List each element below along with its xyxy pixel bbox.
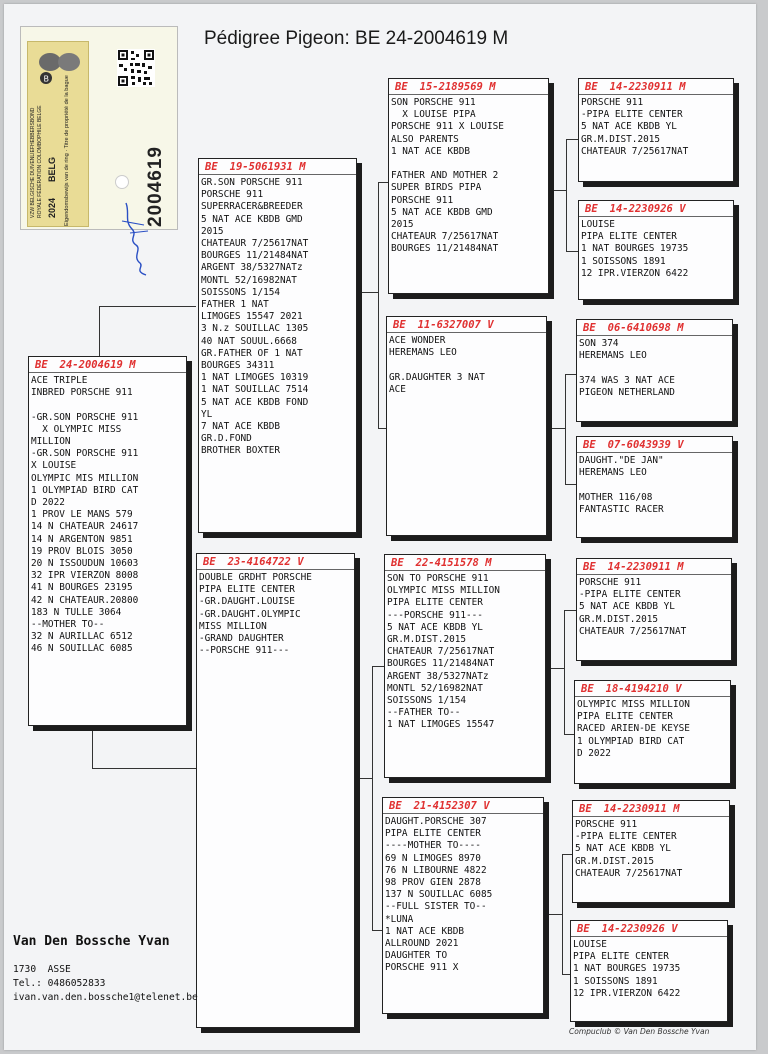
card-line: SOISSONS 1/154 <box>387 695 467 707</box>
card-line: LOUISE <box>581 219 615 230</box>
card-line: ACE WONDER <box>389 335 446 346</box>
card-line: GR.SON PORSCHE 911 <box>201 177 303 188</box>
card-header <box>575 681 730 697</box>
card-body <box>385 571 545 732</box>
card-line: PIPA ELITE CENTER <box>581 231 677 243</box>
card-line: PIPA ELITE CENTER <box>577 711 673 723</box>
card-sex: M <box>677 322 684 334</box>
card-line: 69 N LIMOGES 8970 <box>385 852 481 864</box>
card-ring: 19-5061931 <box>229 161 293 173</box>
pigeon-card-subject <box>28 356 187 726</box>
card-line: 1 SOISSONS 1891 <box>573 975 658 987</box>
card-line: 2015 <box>391 219 414 231</box>
card-line: 42 N CHATEAUR.20800 <box>31 594 139 606</box>
card-ring: 23-4164722 <box>227 556 291 568</box>
card-ring: 14-2230926 <box>609 203 673 215</box>
card-body <box>577 453 732 516</box>
card-line: 1 NAT ACE KBDB <box>385 925 465 937</box>
card-sex: V <box>679 203 686 215</box>
card-line: D 2022 <box>31 497 65 509</box>
card-line: ALLROUND 2021 <box>385 938 459 950</box>
card-header <box>385 555 545 571</box>
card-line: ACE TRIPLE <box>31 375 88 386</box>
card-ring: 18-4194210 <box>605 683 669 695</box>
card-line: CHATEAUR 7/25617NAT <box>387 646 495 658</box>
connector <box>552 190 566 191</box>
card-line: BOURGES 11/21484NAT <box>391 243 499 255</box>
card-sex: M <box>485 557 492 569</box>
card-line: 5 NAT ACE KBDB GMD <box>201 213 303 225</box>
owner-phone: Tel.: 0486052833 <box>13 978 106 989</box>
pigeon-card-mfm <box>574 680 731 784</box>
card-line: 374 WAS 3 NAT ACE <box>579 374 675 386</box>
card-country: BE <box>577 923 590 935</box>
card-line: 1 PROV LE MANS 579 <box>31 509 133 521</box>
card-line: 183 N TULLE 3064 <box>31 606 122 618</box>
connector <box>92 768 196 769</box>
pigeon-emblem-icon <box>36 46 82 86</box>
card-ring: 24-2004619 <box>59 359 123 371</box>
card-line: SOISSONS 1/154 <box>201 286 281 298</box>
card-line: CHATEAUR 7/25617NAT <box>391 231 499 243</box>
card-line: 76 N LIBOURNE 4822 <box>385 864 487 876</box>
card-line: 12 IPR.VIERZON 6422 <box>581 267 689 279</box>
connector <box>372 666 373 930</box>
card-header <box>383 798 543 814</box>
card-country: BE <box>583 322 596 334</box>
pigeon-card-mmf <box>572 800 730 903</box>
card-line: HEREMANS LEO <box>389 347 457 359</box>
card-line: GR.M.DIST.2015 <box>575 855 655 867</box>
card-line: X OLYMPIC MISS <box>31 423 122 435</box>
card-line: CHATEAUR 7/25617NAT <box>201 238 309 250</box>
card-line: HEREMANS LEO <box>579 350 647 362</box>
card-line: --PORSCHE 911--- <box>199 645 290 657</box>
ring-card-line3: Eigendomsbewijs van de ring · Titre de propriété de la bague <box>64 75 70 226</box>
card-country: BE <box>391 557 404 569</box>
card-header <box>389 79 548 95</box>
card-line: 5 NAT ACE KBDB YL <box>581 121 677 133</box>
card-line: 1 NAT ACE KBDB <box>391 145 471 157</box>
connector <box>99 306 196 307</box>
card-line: PORSCHE 911 X LOUISE <box>391 121 504 133</box>
card-line: -PIPA ELITE CENTER <box>581 109 683 121</box>
card-line: SON 374 <box>579 338 619 349</box>
card-line: MONTL 52/16982NAT <box>387 682 483 694</box>
card-line: --MOTHER TO-- <box>31 619 105 631</box>
pigeon-card-fmf <box>576 319 733 422</box>
card-line: PORSCHE 911 <box>581 97 644 108</box>
card-line: ----MOTHER TO---- <box>385 840 481 852</box>
card-sex: V <box>677 439 684 451</box>
card-line: PIPA ELITE CENTER <box>387 597 483 609</box>
owner-name: Van Den Bossche Yvan <box>13 934 170 949</box>
pigeon-card-mother <box>196 553 355 1028</box>
card-sex: V <box>675 683 682 695</box>
card-line: DOUBLE GRDHT PORSCHE <box>199 572 312 583</box>
card-line: PORSCHE 911 <box>391 194 454 206</box>
card-line: 40 NAT SOUUL.6668 <box>201 335 297 347</box>
card-line: SUPERRACER&BREEDER <box>201 201 303 213</box>
card-line: 3 N.z SOUILLAC 1305 <box>201 323 309 335</box>
card-line: DAUGHT.PORSCHE 307 <box>385 816 487 827</box>
card-line: 137 N SOUILLAC 6085 <box>385 889 493 901</box>
card-ring: 11-6327007 <box>417 319 481 331</box>
card-line: MISS MILLION <box>199 620 267 632</box>
card-line: SON TO PORSCHE 911 <box>387 573 489 584</box>
card-line: 5 NAT ACE KBDB YL <box>579 601 675 613</box>
card-ring: 14-2230911 <box>607 561 671 573</box>
card-sex: V <box>671 923 678 935</box>
connector <box>550 428 565 429</box>
card-sex: V <box>483 800 490 812</box>
ring-card-line1: VZW BELGISCHE DUIVENLIEFHEBBERSBOND <box>30 107 36 218</box>
connector <box>356 778 372 779</box>
card-line: -GRAND DAUGHTER <box>199 633 284 645</box>
card-line: FATHER 1 NAT <box>201 299 269 311</box>
card-line: -GR.DAUGHT.LOUISE <box>199 596 295 608</box>
card-country: BE <box>581 683 594 695</box>
pigeon-card-ffm <box>578 200 734 300</box>
card-line: 32 N AURILLAC 6512 <box>31 631 133 643</box>
pigeon-card-father <box>198 158 357 533</box>
card-body <box>579 217 733 280</box>
card-line: -PIPA ELITE CENTER <box>579 589 681 601</box>
card-line: -PIPA ELITE CENTER <box>575 831 677 843</box>
card-line: --FULL SISTER TO-- <box>385 901 487 913</box>
owner-email[interactable]: ivan.van.den.bossche1@telenet.be <box>13 992 198 1003</box>
connector <box>566 139 567 251</box>
connector <box>372 666 384 667</box>
card-line: GR.FATHER OF 1 NAT <box>201 347 303 359</box>
card-line: OLYMPIC MISS MILLION <box>577 699 690 710</box>
card-line: LOUISE <box>573 939 607 950</box>
pigeon-card-fff <box>578 78 734 182</box>
card-header <box>197 554 354 570</box>
card-line: CHATEAUR 7/25617NAT <box>581 145 689 157</box>
card-line: 1 OLYMPIAD BIRD CAT <box>31 484 139 496</box>
card-line: 98 PROV GIEN 2878 <box>385 877 481 889</box>
card-line: INBRED PORSCHE 911 <box>31 387 133 399</box>
card-body <box>577 336 732 399</box>
card-header <box>579 201 733 217</box>
card-header <box>573 801 729 817</box>
card-header <box>577 320 732 336</box>
connector <box>562 854 563 974</box>
ring-card-year: 2024 <box>47 197 57 218</box>
card-line: GR.D.FOND <box>201 433 252 445</box>
card-line: PORSCHE 911 <box>575 819 638 830</box>
pigeon-card-father-mother <box>386 316 547 536</box>
card-country: BE <box>585 203 598 215</box>
card-line: --FATHER TO-- <box>387 707 461 719</box>
card-line: SUPER BIRDS PIPA <box>391 182 482 194</box>
card-line: OLYMPIC MISS MILLION <box>387 585 500 597</box>
card-line: *LUNA <box>385 913 414 925</box>
card-country: BE <box>203 556 216 568</box>
card-line: -GR.SON PORSCHE 911 <box>31 411 139 423</box>
card-line: 20 N ISSOUDUN 10603 <box>31 558 139 570</box>
connector <box>565 374 566 484</box>
card-body <box>387 333 546 396</box>
card-line: X LOUISE <box>31 460 77 472</box>
card-line: 12 IPR.VIERZON 6422 <box>573 987 681 999</box>
card-header <box>579 79 733 95</box>
card-line: 1 SOISSONS 1891 <box>581 255 666 267</box>
pigeon-card-mmm <box>570 920 728 1022</box>
connector <box>378 182 379 428</box>
card-line: PIPA ELITE CENTER <box>199 584 295 596</box>
card-sex: M <box>677 561 684 573</box>
card-header <box>571 921 727 937</box>
connector <box>92 726 93 768</box>
card-line: ACE <box>389 383 406 395</box>
card-sex: M <box>129 359 136 371</box>
card-line: 1 NAT BOURGES 19735 <box>573 963 681 975</box>
page-title: Pédigree Pigeon: BE 24-2004619 M <box>204 28 509 49</box>
card-line <box>579 479 732 491</box>
card-ring: 06-6410698 <box>607 322 671 334</box>
card-country: BE <box>389 800 402 812</box>
card-country: BE <box>35 359 48 371</box>
card-line: BOURGES 11/21484NAT <box>387 658 495 670</box>
card-ring: 14-2230911 <box>603 803 667 815</box>
card-line: MILLION <box>31 436 71 448</box>
card-line: 41 N BOURGES 23195 <box>31 582 133 594</box>
card-line: 1 NAT LIMOGES 10319 <box>201 372 309 384</box>
card-line: PORSCHE 911 X <box>385 962 459 974</box>
card-body <box>573 817 729 880</box>
card-body <box>575 697 730 760</box>
card-ring: 07-6043939 <box>607 439 671 451</box>
ring-card-strip <box>27 41 89 227</box>
card-line: PORSCHE 911 <box>579 577 642 588</box>
card-country: BE <box>585 81 598 93</box>
card-line: MOTHER 116/08 <box>579 491 653 503</box>
card-line: 1 OLYMPIAD BIRD CAT <box>577 735 685 747</box>
card-header <box>29 357 186 373</box>
card-line: ARGENT 38/5327NATz <box>201 262 303 274</box>
card-line: PORSCHE 911 <box>201 189 264 201</box>
card-country: BE <box>583 561 596 573</box>
connector <box>99 306 100 360</box>
card-line: PIPA ELITE CENTER <box>573 951 669 963</box>
card-line: X LOUISE PIPA <box>391 109 476 121</box>
connector <box>564 610 565 734</box>
card-ring: 14-2230911 <box>609 81 673 93</box>
card-country: BE <box>393 319 406 331</box>
ring-card-line2: ROYALE FÉDÉRATION COLOMBOPHILE BELGE <box>37 105 43 218</box>
card-line: PIPA ELITE CENTER <box>385 828 481 840</box>
card-line: BOURGES 34311 <box>201 360 275 372</box>
card-line: ARGENT 38/5327NATz <box>387 670 489 682</box>
card-line: BROTHER BOXTER <box>201 445 281 457</box>
card-line: 46 N SOUILLAC 6085 <box>31 643 133 655</box>
card-line: CHATEAUR 7/25617NAT <box>579 625 687 637</box>
card-header <box>577 437 732 453</box>
card-line: 5 NAT ACE KBDB YL <box>575 843 671 855</box>
card-line: DAUGHTER TO <box>385 950 448 962</box>
pigeon-card-mff <box>576 558 732 661</box>
connector <box>378 182 388 183</box>
card-line: GR.M.DIST.2015 <box>387 634 467 646</box>
connector <box>356 292 378 293</box>
card-line: 1 NAT SOUILLAC 7514 <box>201 384 309 396</box>
card-line: -GR.SON PORSCHE 911 <box>31 448 139 460</box>
card-line: 14 N CHATEAUR 24617 <box>31 521 139 533</box>
card-line: PIGEON NETHERLAND <box>579 386 675 398</box>
card-line: DAUGHT."DE JAN" <box>579 455 664 466</box>
card-body <box>571 937 727 1000</box>
card-sex: M <box>673 803 680 815</box>
card-body <box>383 814 543 975</box>
card-country: BE <box>395 81 408 93</box>
card-line: HEREMANS LEO <box>579 467 647 479</box>
card-line: 14 N ARGENTON 9851 <box>31 533 133 545</box>
card-header <box>577 559 731 575</box>
card-line: GR.DAUGHTER 3 NAT <box>389 371 485 383</box>
pedigree-sheet <box>4 4 756 1050</box>
connector <box>548 914 562 915</box>
card-body <box>577 575 731 638</box>
card-line: 7 NAT ACE KBDB <box>201 421 281 433</box>
card-body <box>579 95 733 158</box>
card-sex: V <box>487 319 494 331</box>
card-country: BE <box>579 803 592 815</box>
card-line: CHATEAUR 7/25617NAT <box>575 867 683 879</box>
card-sex: M <box>299 161 306 173</box>
card-body <box>197 570 354 657</box>
card-line: BOURGES 11/21484NAT <box>201 250 309 262</box>
card-ring: 14-2230926 <box>601 923 665 935</box>
card-line: GR.M.DIST.2015 <box>581 133 661 145</box>
ring-card-number: 2004619 <box>145 146 166 227</box>
card-line: 2015 <box>201 225 224 237</box>
card-line: 5 NAT ACE KBDB GMD <box>391 206 493 218</box>
card-line: D 2022 <box>577 747 611 759</box>
card-ring: 22-4151578 <box>415 557 479 569</box>
card-line: FANTASTIC RACER <box>579 503 664 515</box>
card-line: FATHER AND MOTHER 2 <box>391 170 499 182</box>
ring-card-hole <box>115 175 129 189</box>
card-line: SON PORSCHE 911 <box>391 97 476 108</box>
connector <box>550 668 564 669</box>
owner-address: 1730 ASSE <box>13 964 71 975</box>
card-header <box>387 317 546 333</box>
pigeon-card-fmm <box>576 436 733 538</box>
card-line: GR.M.DIST.2015 <box>579 613 659 625</box>
card-country: BE <box>583 439 596 451</box>
card-header <box>199 159 356 175</box>
card-ring: 21-4152307 <box>413 800 477 812</box>
card-line: RACED ARIEN-DE KEYSE <box>577 723 690 735</box>
card-body <box>389 95 548 256</box>
card-body <box>199 175 356 458</box>
card-line <box>389 359 546 371</box>
card-line <box>391 158 548 170</box>
card-line: 1 NAT BOURGES 19735 <box>581 243 689 255</box>
card-line: 32 IPR VIERZON 8008 <box>31 570 139 582</box>
card-line: 5 NAT ACE KBDB FOND <box>201 396 309 408</box>
svg-text:B: B <box>43 74 49 84</box>
pigeon-card-father-father <box>388 78 549 294</box>
card-sex: M <box>679 81 686 93</box>
card-line <box>579 362 732 374</box>
card-country: BE <box>205 161 218 173</box>
card-line: ---PORSCHE 911--- <box>387 609 483 621</box>
card-line: OLYMPIC MIS MILLION <box>31 472 139 484</box>
card-line: 19 PROV BLOIS 3050 <box>31 545 133 557</box>
card-line: 1 NAT LIMOGES 15547 <box>387 719 495 731</box>
card-line: -GR.DAUGHT.OLYMPIC <box>199 608 301 620</box>
card-line: YL <box>201 408 213 420</box>
owner-block <box>13 934 198 1005</box>
card-line: LIMOGES 15547 2021 <box>201 311 303 323</box>
qr-code-icon <box>117 49 155 87</box>
card-line <box>31 399 186 411</box>
card-line: MONTL 52/16982NAT <box>201 274 297 286</box>
card-body <box>29 373 186 656</box>
pigeon-card-mother-father <box>384 554 546 778</box>
card-ring: 15-2189569 <box>419 81 483 93</box>
ring-card-country: BELG <box>47 156 57 182</box>
signature <box>120 199 160 279</box>
card-line: ALSO PARENTS <box>391 133 459 145</box>
pigeon-card-mother-mother <box>382 797 544 1014</box>
card-sex: V <box>297 556 304 568</box>
card-line: 5 NAT ACE KBDB YL <box>387 621 483 633</box>
card-sex: M <box>489 81 496 93</box>
footer-credit: Compuclub © Van Den Bossche Yvan <box>569 1027 710 1036</box>
